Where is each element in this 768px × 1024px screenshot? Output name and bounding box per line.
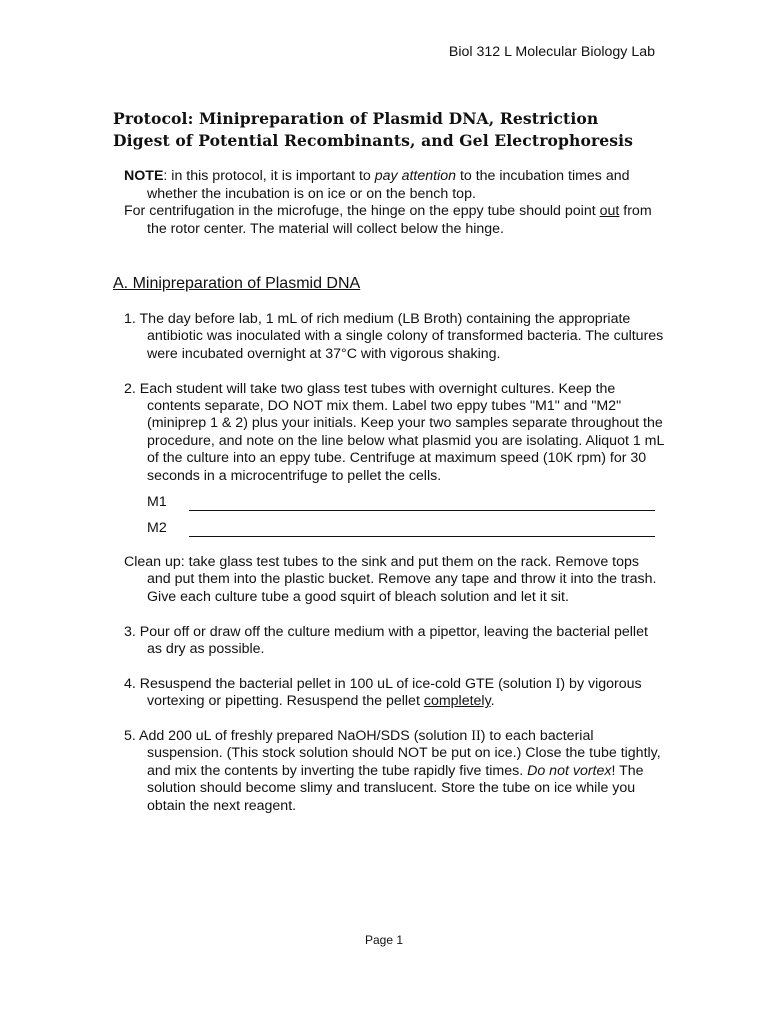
step-4 bbox=[124, 676, 664, 711]
note-block bbox=[124, 168, 664, 238]
centrifuge-underlined: out bbox=[599, 203, 620, 219]
steps-list bbox=[124, 311, 664, 832]
page-title bbox=[113, 108, 673, 152]
m2-rule bbox=[189, 521, 655, 537]
step-2: 2. Each student will take two glass test tubes with overnight cultures. Keep the contents separate, DO NOT mix them. Label two eppy tubes "M1" and "M2" (miniprep 1 & 2) plus your initials. Keep your two samples separate throughout the procedure, and note on the line below what plasmid you are isolating. Aliquot 1 mL of the culture into an eppy tube. Centrifuge at maximum speed (10K rpm) for 30 seconds in a microcentrifuge to pellet the cells. bbox=[124, 380, 664, 484]
m1-line[interactable] bbox=[147, 485, 664, 511]
note-label: NOTE bbox=[124, 168, 164, 184]
step-5 bbox=[124, 728, 664, 815]
note-paragraph bbox=[124, 168, 664, 203]
page-number: Page 1 bbox=[364, 933, 404, 947]
m1-label: M1 bbox=[147, 493, 167, 510]
step4-underlined: completely bbox=[423, 693, 491, 710]
step-3: 3. Pour off or draw off the culture medium with a pipettor, leaving the bacterial pellet as dry as possible. bbox=[124, 623, 648, 658]
step4-text-a: 4. Resuspend the bacterial pellet in 100 uL of ice-cold GTE (solution bbox=[124, 675, 556, 692]
centrifuge-note bbox=[124, 203, 664, 238]
centrifuge-text-a: For centrifugation in the microfuge, the hinge on the eppy tube should point bbox=[124, 203, 600, 219]
m2-label: M2 bbox=[147, 519, 167, 536]
step5-text-c: ! The solution should become slimy and translucent. Store the tube on ice while you obtain the next reagent. bbox=[147, 762, 644, 814]
title-line-2: Digest of Potential Recombinants, and Gel Electrophoresis bbox=[113, 131, 634, 150]
cleanup-paragraph: Clean up: take glass test tubes to the sink and put them on the rack. Remove tops and put them into the plastic bucket. Remove any tape and throw it into the trash. Give each culture tube a good squirt of bleach solution and let it sit. bbox=[124, 554, 657, 605]
note-text-a: : in this protocol, it is important to bbox=[163, 168, 375, 184]
step5-roman: II bbox=[471, 728, 481, 745]
step4-roman: I bbox=[555, 675, 561, 692]
step4-text-b: ) by vigorous vortexing or pipetting. Resuspend the pellet bbox=[147, 675, 642, 710]
note-text-b: to the incubation times and whether the incubation is on ice or on the bench top. bbox=[147, 168, 630, 202]
step5-emphasis: Do not vortex bbox=[527, 762, 612, 779]
note-emphasis: pay attention bbox=[374, 168, 456, 184]
step5-text-b: ) to each bacterial suspension. (This stock solution should NOT be put on ice.) Close the tube tightly, and mix the contents by inverting the tube rapidly five times. bbox=[147, 728, 661, 779]
m2-line[interactable] bbox=[147, 511, 664, 537]
section-a-heading: A. Minipreparation of Plasmid DNA bbox=[113, 275, 361, 292]
centrifuge-text-b: from the rotor center. The material will collect below the hinge. bbox=[147, 203, 652, 237]
m1-rule bbox=[189, 495, 655, 511]
step4-text-c: . bbox=[490, 693, 495, 710]
step5-text-a: 5. Add 200 uL of freshly prepared NaOH/SDS (solution bbox=[124, 728, 472, 745]
step-1: 1. The day before lab, 1 mL of rich medium (LB Broth) containing the appropriate antibiotic was inoculated with a single colony of transformed bacteria. The cultures were incubated overnight at 37°C with vigorous shaking. bbox=[124, 311, 664, 362]
course-header: Biol 312 L Molecular Biology Lab bbox=[448, 44, 655, 60]
title-line-1: Protocol: Minipreparation of Plasmid DNA, Restriction bbox=[113, 109, 599, 128]
